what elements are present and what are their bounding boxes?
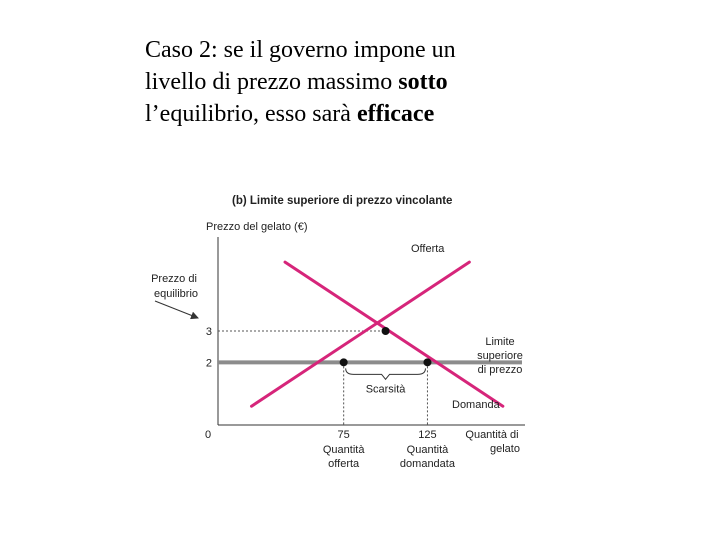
price-ceiling-diagram xyxy=(140,185,540,485)
x-tick-label-75: 75 xyxy=(337,429,350,441)
caption-line-1: Caso 2: se il governo impone un xyxy=(145,37,456,63)
quantity-supplied-point xyxy=(340,358,348,366)
quantity-supplied-label-line-2: offerta xyxy=(328,458,360,470)
equilibrium-point xyxy=(382,327,390,335)
quantity-demanded-label-line-2: domandata xyxy=(399,458,455,470)
price-ceiling-label-line-1: Limite xyxy=(485,336,515,348)
origin-label: 0 xyxy=(204,429,212,441)
caption-emphasis-efficace: efficace xyxy=(356,101,435,127)
caption-line-3 xyxy=(145,98,565,130)
caption-line-2 xyxy=(145,66,565,98)
price-ceiling-label-line-2: superiore xyxy=(477,350,523,362)
demand-curve-label: Domanda xyxy=(452,399,500,411)
y-axis-label: Prezzo del gelato (€) xyxy=(206,221,308,233)
caption-line-3-text: l’equilibrio, esso sarà xyxy=(145,101,357,127)
equilibrium-label-line-2: equilibrio xyxy=(153,288,199,300)
quantity-supplied-label-line-1: Quantità xyxy=(322,444,365,456)
supply-curve-label: Offerta xyxy=(411,243,445,255)
price-ceiling-label-line-3: di prezzo xyxy=(477,364,523,376)
y-tick-label-3: 3 xyxy=(205,326,212,338)
x-axis-label-line-1: Quantità di xyxy=(465,429,519,441)
y-tick-label-2: 2 xyxy=(205,357,212,370)
shortage-bracket xyxy=(346,368,426,379)
slide-caption xyxy=(145,34,565,130)
shortage-label: Scarsità xyxy=(365,383,406,396)
quantity-demanded-label-line-1: Quantità xyxy=(406,444,449,456)
supply-curve xyxy=(252,262,470,406)
caption-line-2-text: livello di prezzo massimo xyxy=(145,69,399,95)
caption-emphasis-sotto: sotto xyxy=(398,69,448,95)
x-tick-label-125: 125 xyxy=(418,429,437,441)
panel-title: (b) Limite superiore di prezzo vincolante xyxy=(232,195,453,207)
x-axis-label-line-2: gelato xyxy=(490,443,520,455)
quantity-demanded-point xyxy=(423,358,431,366)
equilibrium-label-line-1: Prezzo di xyxy=(151,273,197,285)
equilibrium-pointer-arrow xyxy=(155,301,198,318)
